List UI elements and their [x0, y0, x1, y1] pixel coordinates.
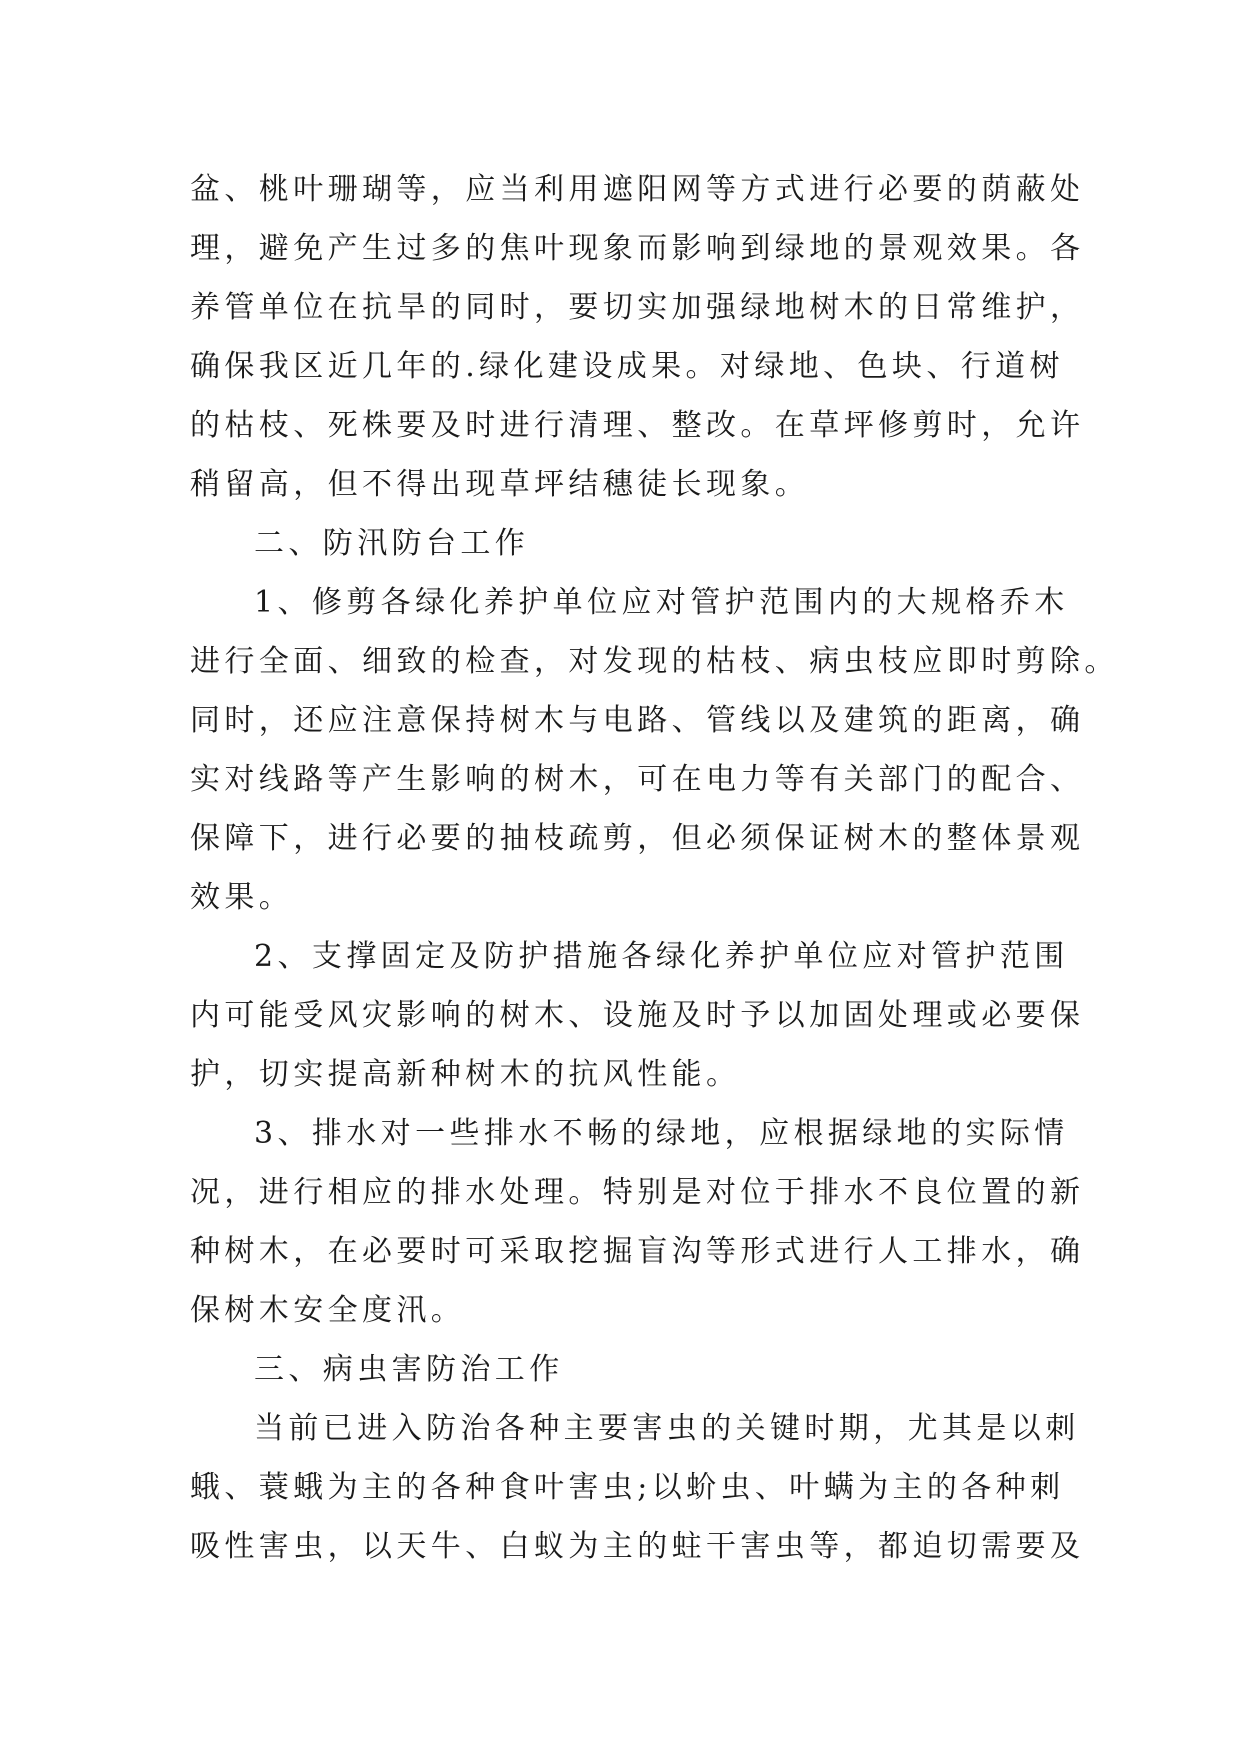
text-line: 1、修剪各绿化养护单位应对管护范围内的大规格乔木 [254, 585, 1069, 620]
text-line: 效果。 [190, 880, 294, 915]
text-line: 进行全面、细致的检查，对发现的枯枝、病虫枝应即时剪除。 [190, 644, 1119, 679]
text-line: 盆、桃叶珊瑚等，应当利用遮阳网等方式进行必要的荫蔽处 [190, 172, 1085, 207]
text-line: 吸性害虫，以天牛、白蚁为主的蛀干害虫等，都迫切需要及 [190, 1529, 1085, 1564]
text-line: 实对线路等产生影响的树木，可在电力等有关部门的配合、 [190, 762, 1085, 797]
text-line: 保障下，进行必要的抽枝疏剪，但必须保证树木的整体景观 [190, 821, 1085, 856]
document-body [190, 160, 1119, 1576]
text-line: 确保我区近几年的.绿化建设成果。对绿地、色块、行道树 [190, 349, 1064, 384]
text-line: 同时，还应注意保持树木与电路、管线以及建筑的距离，确 [190, 703, 1085, 738]
text-line: 理，避免产生过多的焦叶现象而影响到绿地的景观效果。各 [190, 231, 1085, 266]
text-line: 保树木安全度汛。 [190, 1293, 466, 1328]
text-line: 的枯枝、死株要及时进行清理、整改。在草坪修剪时，允许 [190, 408, 1085, 443]
text-line: 况，进行相应的排水处理。特别是对位于排水不良位置的新 [190, 1175, 1085, 1210]
text-line: 三、病虫害防治工作 [254, 1352, 564, 1387]
text-line: 二、防汛防台工作 [254, 526, 530, 561]
text-line: 2、支撑固定及防护措施各绿化养护单位应对管护范围 [254, 939, 1069, 974]
text-line: 当前已进入防治各种主要害虫的关键时期，尤其是以刺 [254, 1411, 1080, 1446]
text-line: 3、排水对一些排水不畅的绿地，应根据绿地的实际情 [254, 1116, 1069, 1151]
text-line: 种树木，在必要时可采取挖掘盲沟等形式进行人工排水，确 [190, 1234, 1085, 1269]
text-line: 养管单位在抗旱的同时，要切实加强绿地树木的日常维护， [190, 290, 1085, 325]
text-line: 蛾、蓑蛾为主的各种食叶害虫;以蚧虫、叶螨为主的各种刺 [190, 1470, 1065, 1505]
text-line: 稍留高，但不得出现草坪结穗徒长现象。 [190, 467, 810, 502]
text-line: 护，切实提高新种树木的抗风性能。 [190, 1057, 741, 1092]
text-line: 内可能受风灾影响的树木、设施及时予以加固处理或必要保 [190, 998, 1085, 1033]
